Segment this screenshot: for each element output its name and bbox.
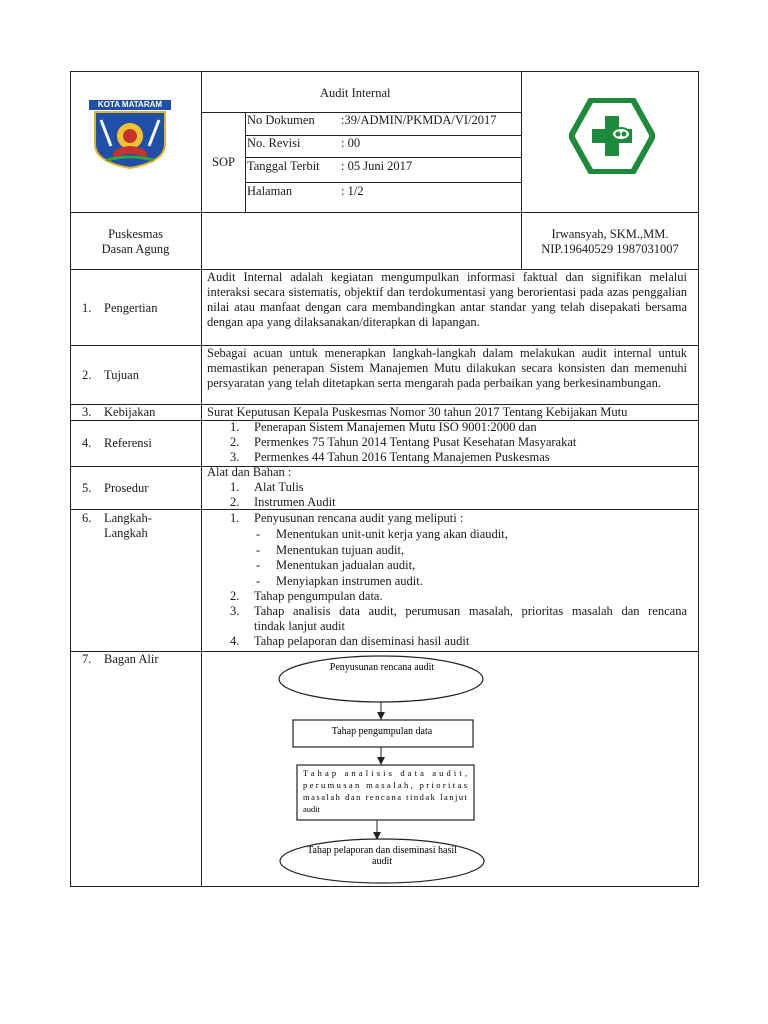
prosedur-item-1: Alat Tulis — [254, 480, 304, 494]
no-revisi-value: : 00 — [341, 136, 361, 150]
step-4-num: 4. — [230, 634, 240, 648]
bagan-label: Bagan Alir — [104, 652, 159, 666]
kota-mataram-caption: KOTA MATARAM — [89, 100, 171, 110]
signer-name: Irwansyah, SKM.,MM. — [551, 227, 669, 241]
referensi-item-2-num: 2. — [230, 435, 240, 449]
pengertian-number: 1. — [82, 301, 92, 315]
bagan-number: 7. — [82, 652, 92, 666]
org-name-line1: Puskesmas — [108, 227, 163, 241]
step-3-num: 3. — [230, 604, 240, 618]
step-1-num: 1. — [230, 511, 240, 525]
referensi-item-1: Penerapan Sistem Manajemen Mutu ISO 9001:2000 dan — [254, 420, 537, 434]
step-4-text: Tahap pelaporan dan diseminasi hasil audit — [254, 634, 470, 648]
flow-analysis-text-4: audit — [303, 804, 320, 814]
langkah-number: 6. — [82, 511, 92, 525]
substep-4: Menyiapkan instrumen audit. — [276, 574, 423, 588]
prosedur-intro: Alat dan Bahan : — [207, 465, 292, 479]
referensi-number: 4. — [82, 436, 92, 450]
referensi-item-3: Permenkes 44 Tahun 2016 Tentang Manajemen Puskesmas — [254, 450, 550, 464]
flow-analysis-text-1: Tahap analisis data audit, — [303, 768, 467, 778]
substep-1: Menentukan unit-unit kerja yang akan diaudit, — [276, 527, 508, 541]
tujuan-label: Tujuan — [104, 368, 139, 382]
flow-end-text-2: audit — [372, 856, 392, 867]
tujuan-text: Sebagai acuan untuk menerapkan langkah-langkah dalam melakukan audit internal untuk memastikan penerapan Sistem Manajemen Mutu dilakukan secara konsisten dan memenuhi persyaratan yang telah ditetapkan serta mengarah pada perbaikan yang berkesinambungan. — [207, 346, 687, 390]
flow-start-text: Penyusunan rencana audit — [329, 662, 435, 673]
langkah-label-line2: Langkah — [104, 526, 148, 540]
prosedur-item-1-num: 1. — [230, 480, 240, 494]
prosedur-number: 5. — [82, 481, 92, 495]
document-title: Audit Internal — [320, 86, 391, 100]
substep-3: Menentukan jadualan audit, — [276, 558, 416, 572]
tanggal-terbit-label: Tanggal Terbit — [247, 159, 320, 173]
tanggal-terbit-value: : 05 Juni 2017 — [341, 159, 413, 173]
substep-dash-4: - — [256, 574, 261, 588]
step-3-line2: tindak lanjut audit — [254, 619, 345, 633]
step-2-text: Tahap pengumpulan data. — [254, 589, 383, 603]
prosedur-item-2-num: 2. — [230, 495, 240, 509]
kebijakan-number: 3. — [82, 405, 92, 419]
substep-dash-1: - — [256, 527, 261, 541]
flow-end-text-1: Tahap pelaporan dan diseminasi hasil — [307, 845, 457, 856]
kebijakan-label: Kebijakan — [104, 405, 156, 419]
step-3-line1: Tahap analisis data audit, perumusan masalah, prioritas masalah dan rencana — [254, 604, 687, 618]
pengertian-text: Audit Internal adalah kegiatan mengumpulkan informasi faktual dan signifikan melalui interaksi secara sistematis, objektif dan terdokumentasi yang berorientasi pada azas penggalian nilai atau manfaat dengan cara membandingkan antar standar yang telah disepakati bersama dengan apa yang dilaksanakan/diterapkan di lapangan. — [207, 270, 687, 329]
tujuan-number: 2. — [82, 368, 92, 382]
step-2-num: 2. — [230, 589, 240, 603]
pengertian-label: Pengertian — [104, 301, 158, 315]
substep-dash-2: - — [256, 543, 261, 557]
flow-collect-text: Tahap pengumpulan data — [331, 726, 433, 737]
flow-analysis-text-2: perumusan masalah, prioritas — [303, 780, 467, 790]
prosedur-item-2: Instrumen Audit — [254, 495, 336, 509]
flow-analysis-text-3: masalah dan rencana tindak lanjut — [303, 792, 467, 802]
no-revisi-label: No. Revisi — [247, 136, 301, 150]
prosedur-label: Prosedur — [104, 481, 149, 495]
no-dokumen-label: No Dokumen — [247, 113, 315, 127]
sop-label: SOP — [212, 155, 235, 169]
org-name-line2: Dasan Agung — [101, 242, 170, 256]
substep-dash-3: - — [256, 558, 261, 572]
no-dokumen-value: :39/ADMIN/PKMDA/VI/2017 — [341, 113, 497, 127]
halaman-value: : 1/2 — [341, 184, 364, 198]
langkah-label-line1: Langkah- — [104, 511, 152, 525]
step-1-text: Penyusunan rencana audit yang meliputi : — [254, 511, 464, 525]
substep-2: Menentukan tujuan audit, — [276, 543, 405, 557]
kebijakan-text: Surat Keputusan Kepala Puskesmas Nomor 30 tahun 2017 Tentang Kebijakan Mutu — [207, 405, 628, 419]
referensi-label: Referensi — [104, 436, 152, 450]
signer-nip: NIP.19640529 1987031007 — [541, 242, 679, 256]
halaman-label: Halaman — [247, 184, 293, 198]
referensi-item-1-num: 1. — [230, 420, 240, 434]
referensi-item-3-num: 3. — [230, 450, 240, 464]
referensi-item-2: Permenkes 75 Tahun 2014 Tentang Pusat Kesehatan Masyarakat — [254, 435, 577, 449]
